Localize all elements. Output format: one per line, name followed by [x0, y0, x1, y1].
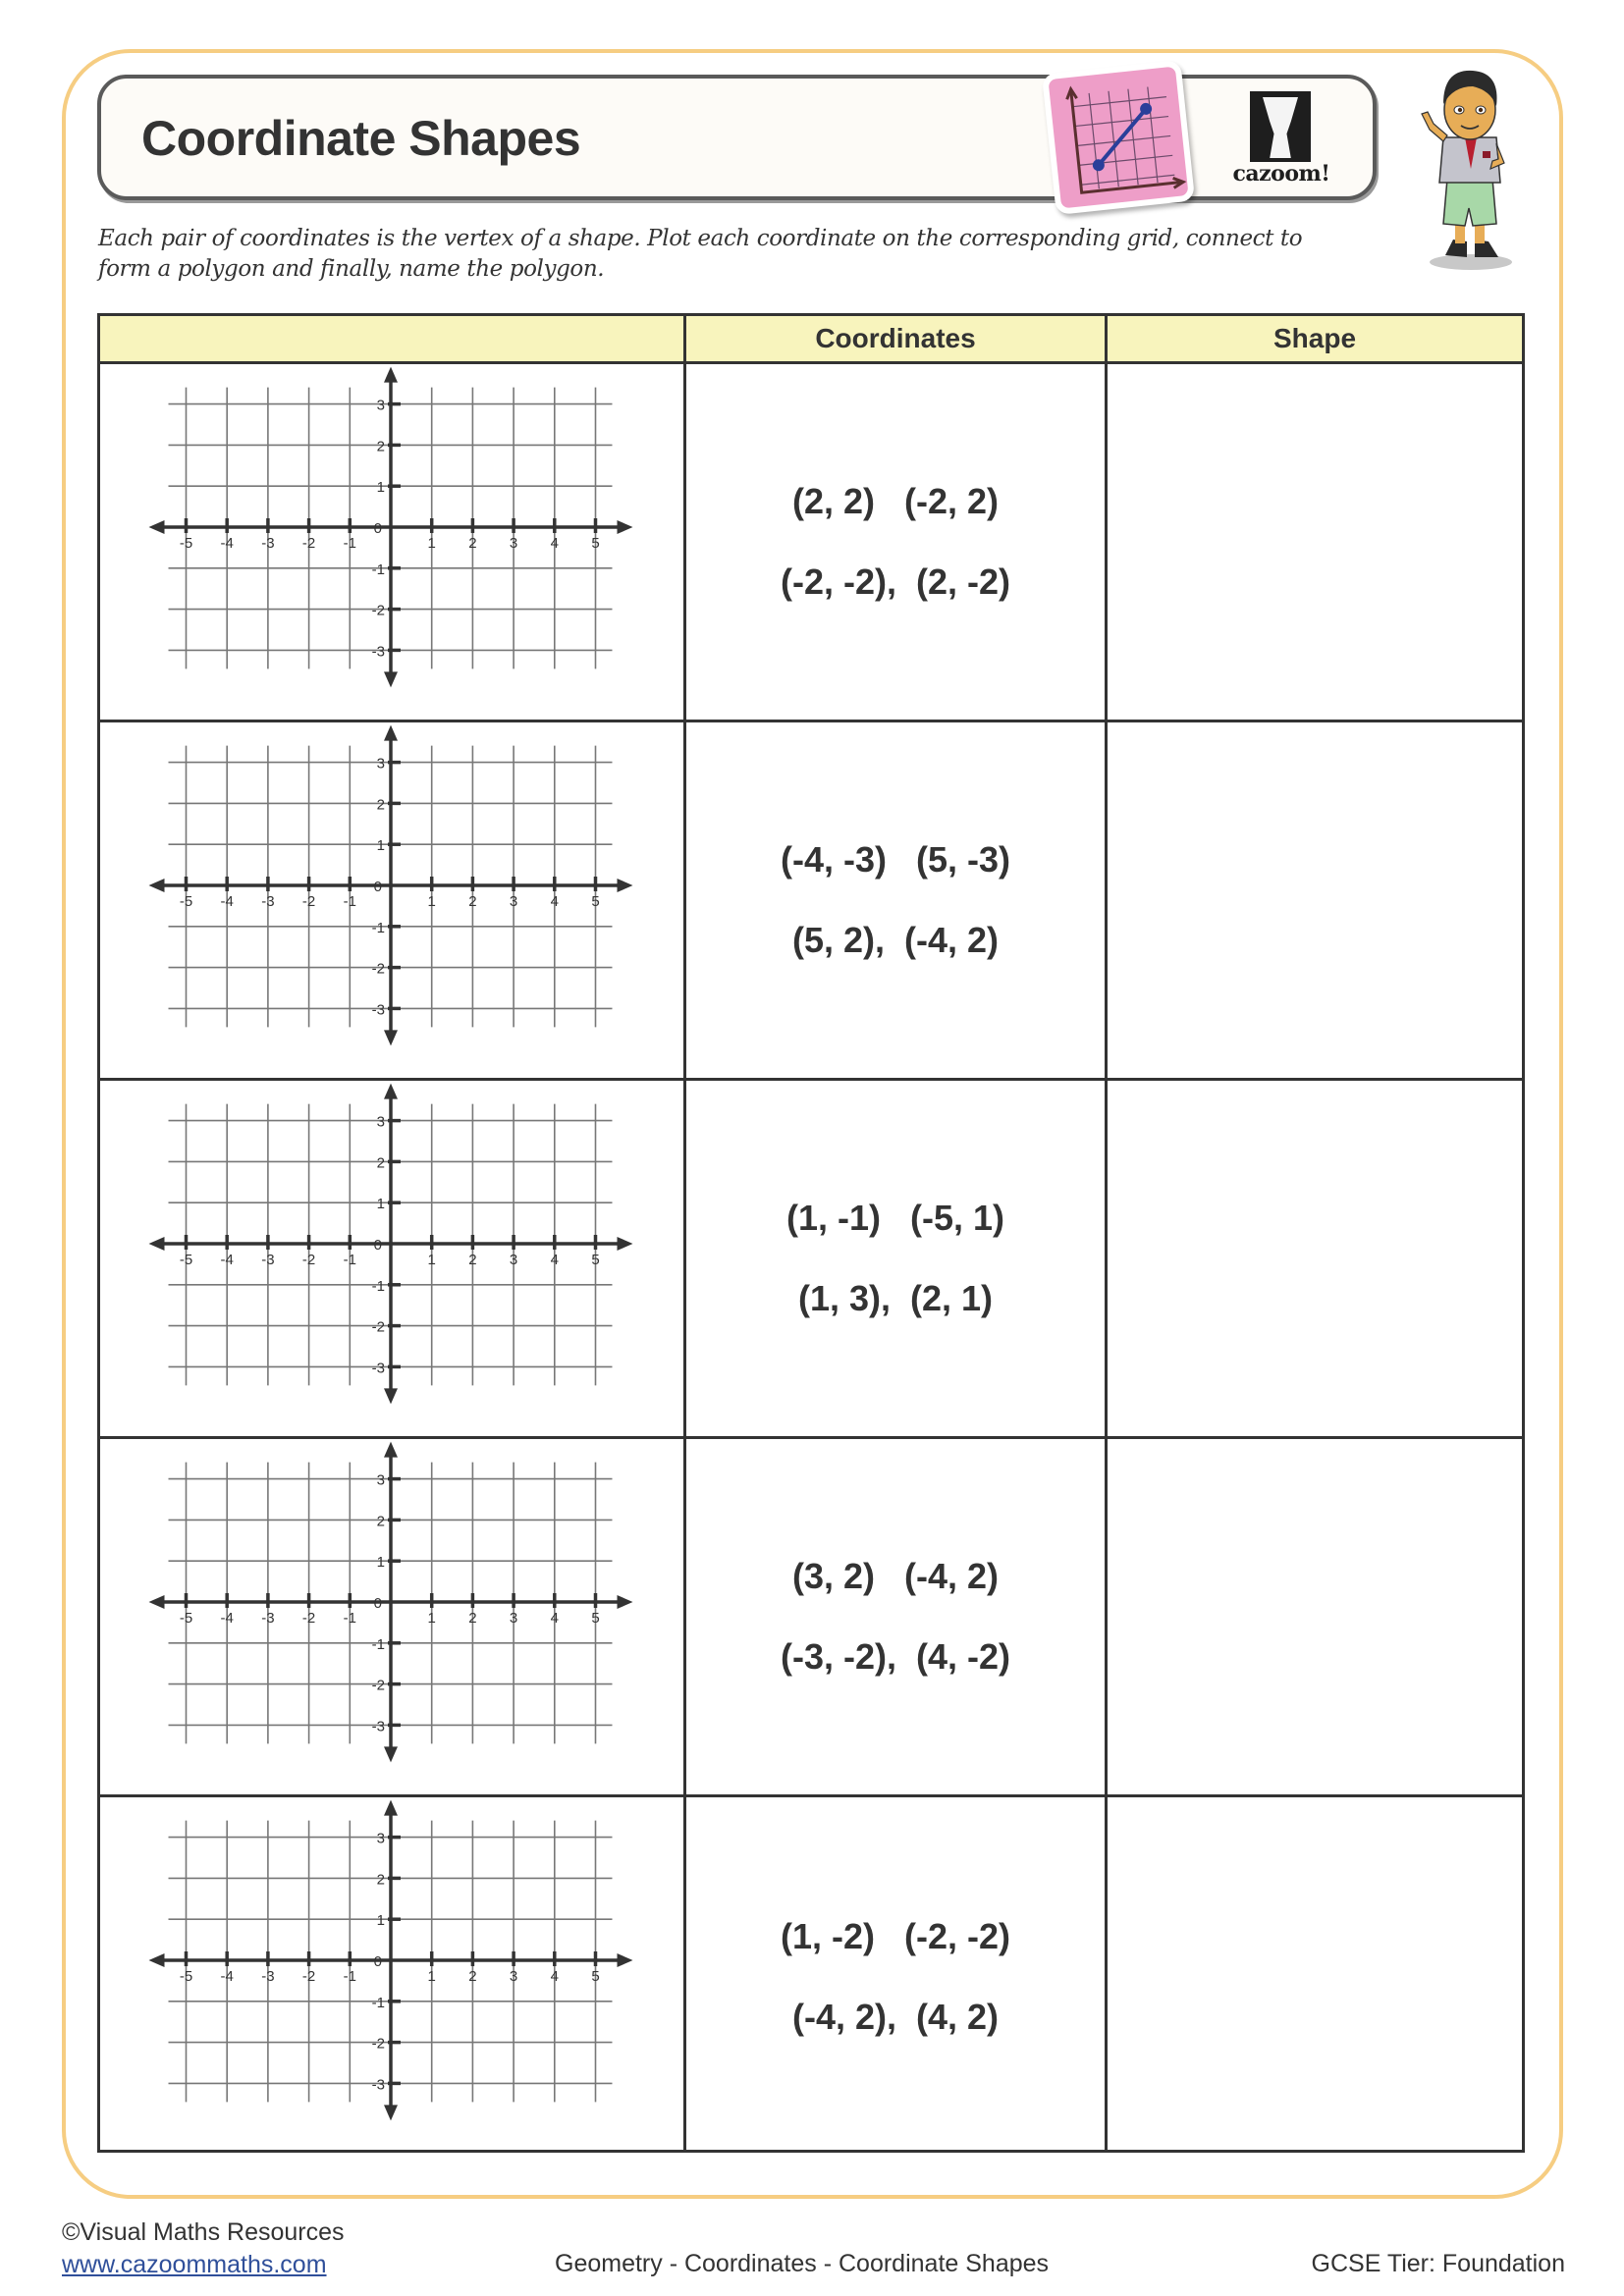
svg-text:-3: -3 — [261, 1968, 275, 1985]
svg-text:4: 4 — [550, 893, 559, 910]
svg-text:4: 4 — [550, 1610, 559, 1627]
worksheet-table — [97, 313, 1525, 2153]
svg-text:2: 2 — [468, 1252, 477, 1268]
svg-text:-4: -4 — [220, 1968, 234, 1985]
svg-text:1: 1 — [427, 893, 436, 910]
svg-text:2: 2 — [376, 1154, 385, 1172]
coordinate-grid[interactable] — [100, 722, 683, 1078]
svg-text:3: 3 — [376, 1471, 385, 1489]
svg-text:1: 1 — [427, 1252, 436, 1268]
coordinate-graph-icon — [1042, 60, 1195, 215]
coordinate-pair-line: (-4, -3) (5, -3) — [780, 839, 1011, 880]
svg-text:3: 3 — [509, 1610, 518, 1627]
svg-text:4: 4 — [550, 1252, 559, 1268]
svg-text:-2: -2 — [301, 1968, 316, 1985]
svg-text:3: 3 — [509, 1252, 518, 1268]
waving-boy-mascot-icon — [1404, 61, 1532, 272]
instructions-text: Each pair of coordinates is the vertex of a shape. Plot each coordinate on the corresponding grid, connect to form a polygon and finally, name the polygon. — [98, 226, 1303, 282]
topic-path: Geometry - Coordinates - Coordinate Shapes — [555, 2250, 1050, 2277]
svg-text:1: 1 — [376, 479, 385, 497]
svg-text:0: 0 — [373, 1953, 382, 1970]
svg-text:-5: -5 — [179, 1968, 193, 1985]
svg-text:1: 1 — [427, 1968, 436, 1985]
footer-credits — [62, 2216, 345, 2281]
coordinate-pair-line: (-3, -2), (4, -2) — [780, 1636, 1011, 1677]
svg-text:-3: -3 — [371, 1360, 385, 1377]
svg-text:1: 1 — [427, 1610, 436, 1627]
svg-text:-2: -2 — [301, 1252, 316, 1268]
coordinate-pair-line: (2, 2) (-2, 2) — [791, 481, 1000, 521]
svg-text:2: 2 — [468, 1968, 477, 1985]
coordinate-grid[interactable] — [100, 364, 683, 720]
svg-text:1: 1 — [376, 1912, 385, 1930]
coordinate-pair-line: (1, 3), (2, 1) — [797, 1278, 994, 1318]
svg-text:-3: -3 — [261, 893, 275, 910]
coordinate-pair-line: (1, -1) (-5, 1) — [785, 1198, 1005, 1238]
svg-text:-3: -3 — [261, 1252, 275, 1268]
svg-text:-3: -3 — [371, 2076, 385, 2094]
brand-name: cazoom! — [1232, 161, 1330, 187]
coordinate-pair-line: (1, -2) (-2, -2) — [780, 1915, 1011, 1956]
svg-text:-2: -2 — [371, 2035, 385, 2053]
svg-text:-1: -1 — [343, 893, 356, 910]
svg-text:5: 5 — [591, 893, 600, 910]
svg-text:1: 1 — [376, 837, 385, 855]
svg-text:-1: -1 — [371, 1277, 385, 1295]
svg-text:5: 5 — [591, 1610, 600, 1627]
svg-text:-3: -3 — [371, 1001, 385, 1019]
coordinates-cell — [686, 1081, 1105, 1436]
shape-answer-cell[interactable] — [1108, 722, 1522, 1078]
svg-text:1: 1 — [427, 535, 436, 552]
header-shape: Shape — [1272, 323, 1357, 353]
svg-text:-5: -5 — [179, 1252, 193, 1268]
svg-text:-2: -2 — [371, 960, 385, 978]
svg-text:0: 0 — [373, 879, 382, 895]
svg-text:3: 3 — [376, 397, 385, 414]
shape-answer-cell[interactable] — [1108, 364, 1522, 720]
svg-text:-1: -1 — [343, 1610, 356, 1627]
svg-text:2: 2 — [468, 535, 477, 552]
website-link[interactable]: www.cazoommaths.com — [62, 2251, 327, 2278]
svg-text:5: 5 — [591, 1968, 600, 1985]
svg-text:2: 2 — [376, 1513, 385, 1530]
coordinate-pair-line: (5, 2), (-4, 2) — [791, 920, 1000, 960]
svg-text:1: 1 — [376, 1196, 385, 1213]
svg-text:2: 2 — [376, 1871, 385, 1889]
svg-text:0: 0 — [373, 1595, 382, 1612]
svg-text:3: 3 — [509, 893, 518, 910]
coordinates-cell — [686, 722, 1105, 1078]
svg-text:-1: -1 — [371, 919, 385, 936]
table-row — [100, 364, 1522, 722]
svg-text:-3: -3 — [261, 1610, 275, 1627]
coordinate-grid[interactable] — [100, 1081, 683, 1436]
svg-text:2: 2 — [376, 438, 385, 455]
page-title: Coordinate Shapes — [141, 111, 581, 166]
svg-text:-3: -3 — [371, 1718, 385, 1735]
svg-text:0: 0 — [373, 520, 382, 537]
svg-text:2: 2 — [468, 1610, 477, 1627]
svg-text:-1: -1 — [343, 1252, 356, 1268]
svg-text:4: 4 — [550, 1968, 559, 1985]
svg-text:-4: -4 — [220, 1252, 234, 1268]
svg-text:-2: -2 — [301, 1610, 316, 1627]
table-row — [100, 1439, 1522, 1797]
svg-text:-4: -4 — [220, 893, 234, 910]
svg-text:3: 3 — [509, 535, 518, 552]
shape-answer-cell[interactable] — [1108, 1797, 1522, 2156]
header-grid — [100, 316, 683, 361]
svg-text:-2: -2 — [371, 1677, 385, 1694]
svg-text:3: 3 — [376, 1830, 385, 1847]
svg-text:-2: -2 — [301, 893, 316, 910]
svg-text:-2: -2 — [301, 535, 316, 552]
svg-text:0: 0 — [373, 1237, 382, 1254]
svg-text:1: 1 — [376, 1554, 385, 1572]
shape-answer-cell[interactable] — [1108, 1081, 1522, 1436]
table-header-row — [100, 316, 1522, 364]
svg-text:-1: -1 — [371, 561, 385, 578]
header-coordinates: Coordinates — [815, 323, 976, 353]
coordinate-grid[interactable] — [100, 1797, 683, 2156]
coordinate-pair-line: (-4, 2), (4, 2) — [791, 1996, 1000, 2037]
svg-text:-5: -5 — [179, 1610, 193, 1627]
svg-text:2: 2 — [376, 796, 385, 814]
svg-text:-2: -2 — [371, 602, 385, 619]
coordinates-cell — [686, 1797, 1105, 2156]
svg-text:-4: -4 — [220, 1610, 234, 1627]
svg-text:5: 5 — [591, 535, 600, 552]
coordinate-pair-line: (3, 2) (-4, 2) — [791, 1556, 1000, 1596]
svg-text:3: 3 — [376, 755, 385, 773]
table-row — [100, 1081, 1522, 1439]
svg-text:-2: -2 — [371, 1318, 385, 1336]
coordinates-cell — [686, 364, 1105, 720]
copyright-text: ©Visual Maths Resources — [62, 2218, 345, 2246]
svg-text:-5: -5 — [179, 893, 193, 910]
table-row — [100, 722, 1522, 1081]
svg-text:-1: -1 — [371, 1635, 385, 1653]
svg-text:3: 3 — [376, 1113, 385, 1131]
table-row — [100, 1797, 1522, 2156]
svg-text:3: 3 — [509, 1968, 518, 1985]
tier-label: GCSE Tier: Foundation — [1311, 2250, 1565, 2277]
svg-text:-5: -5 — [179, 535, 193, 552]
svg-text:-3: -3 — [371, 643, 385, 661]
coordinates-cell — [686, 1439, 1105, 1794]
svg-text:-3: -3 — [261, 535, 275, 552]
coordinate-pair-line: (-2, -2), (2, -2) — [780, 561, 1011, 602]
svg-text:-1: -1 — [343, 1968, 356, 1985]
svg-text:2: 2 — [468, 893, 477, 910]
svg-text:5: 5 — [591, 1252, 600, 1268]
svg-text:-4: -4 — [220, 535, 234, 552]
svg-text:-1: -1 — [343, 535, 356, 552]
svg-text:4: 4 — [550, 535, 559, 552]
coordinate-grid[interactable] — [100, 1439, 683, 1794]
svg-text:-1: -1 — [371, 1994, 385, 2011]
shape-answer-cell[interactable] — [1108, 1439, 1522, 1794]
